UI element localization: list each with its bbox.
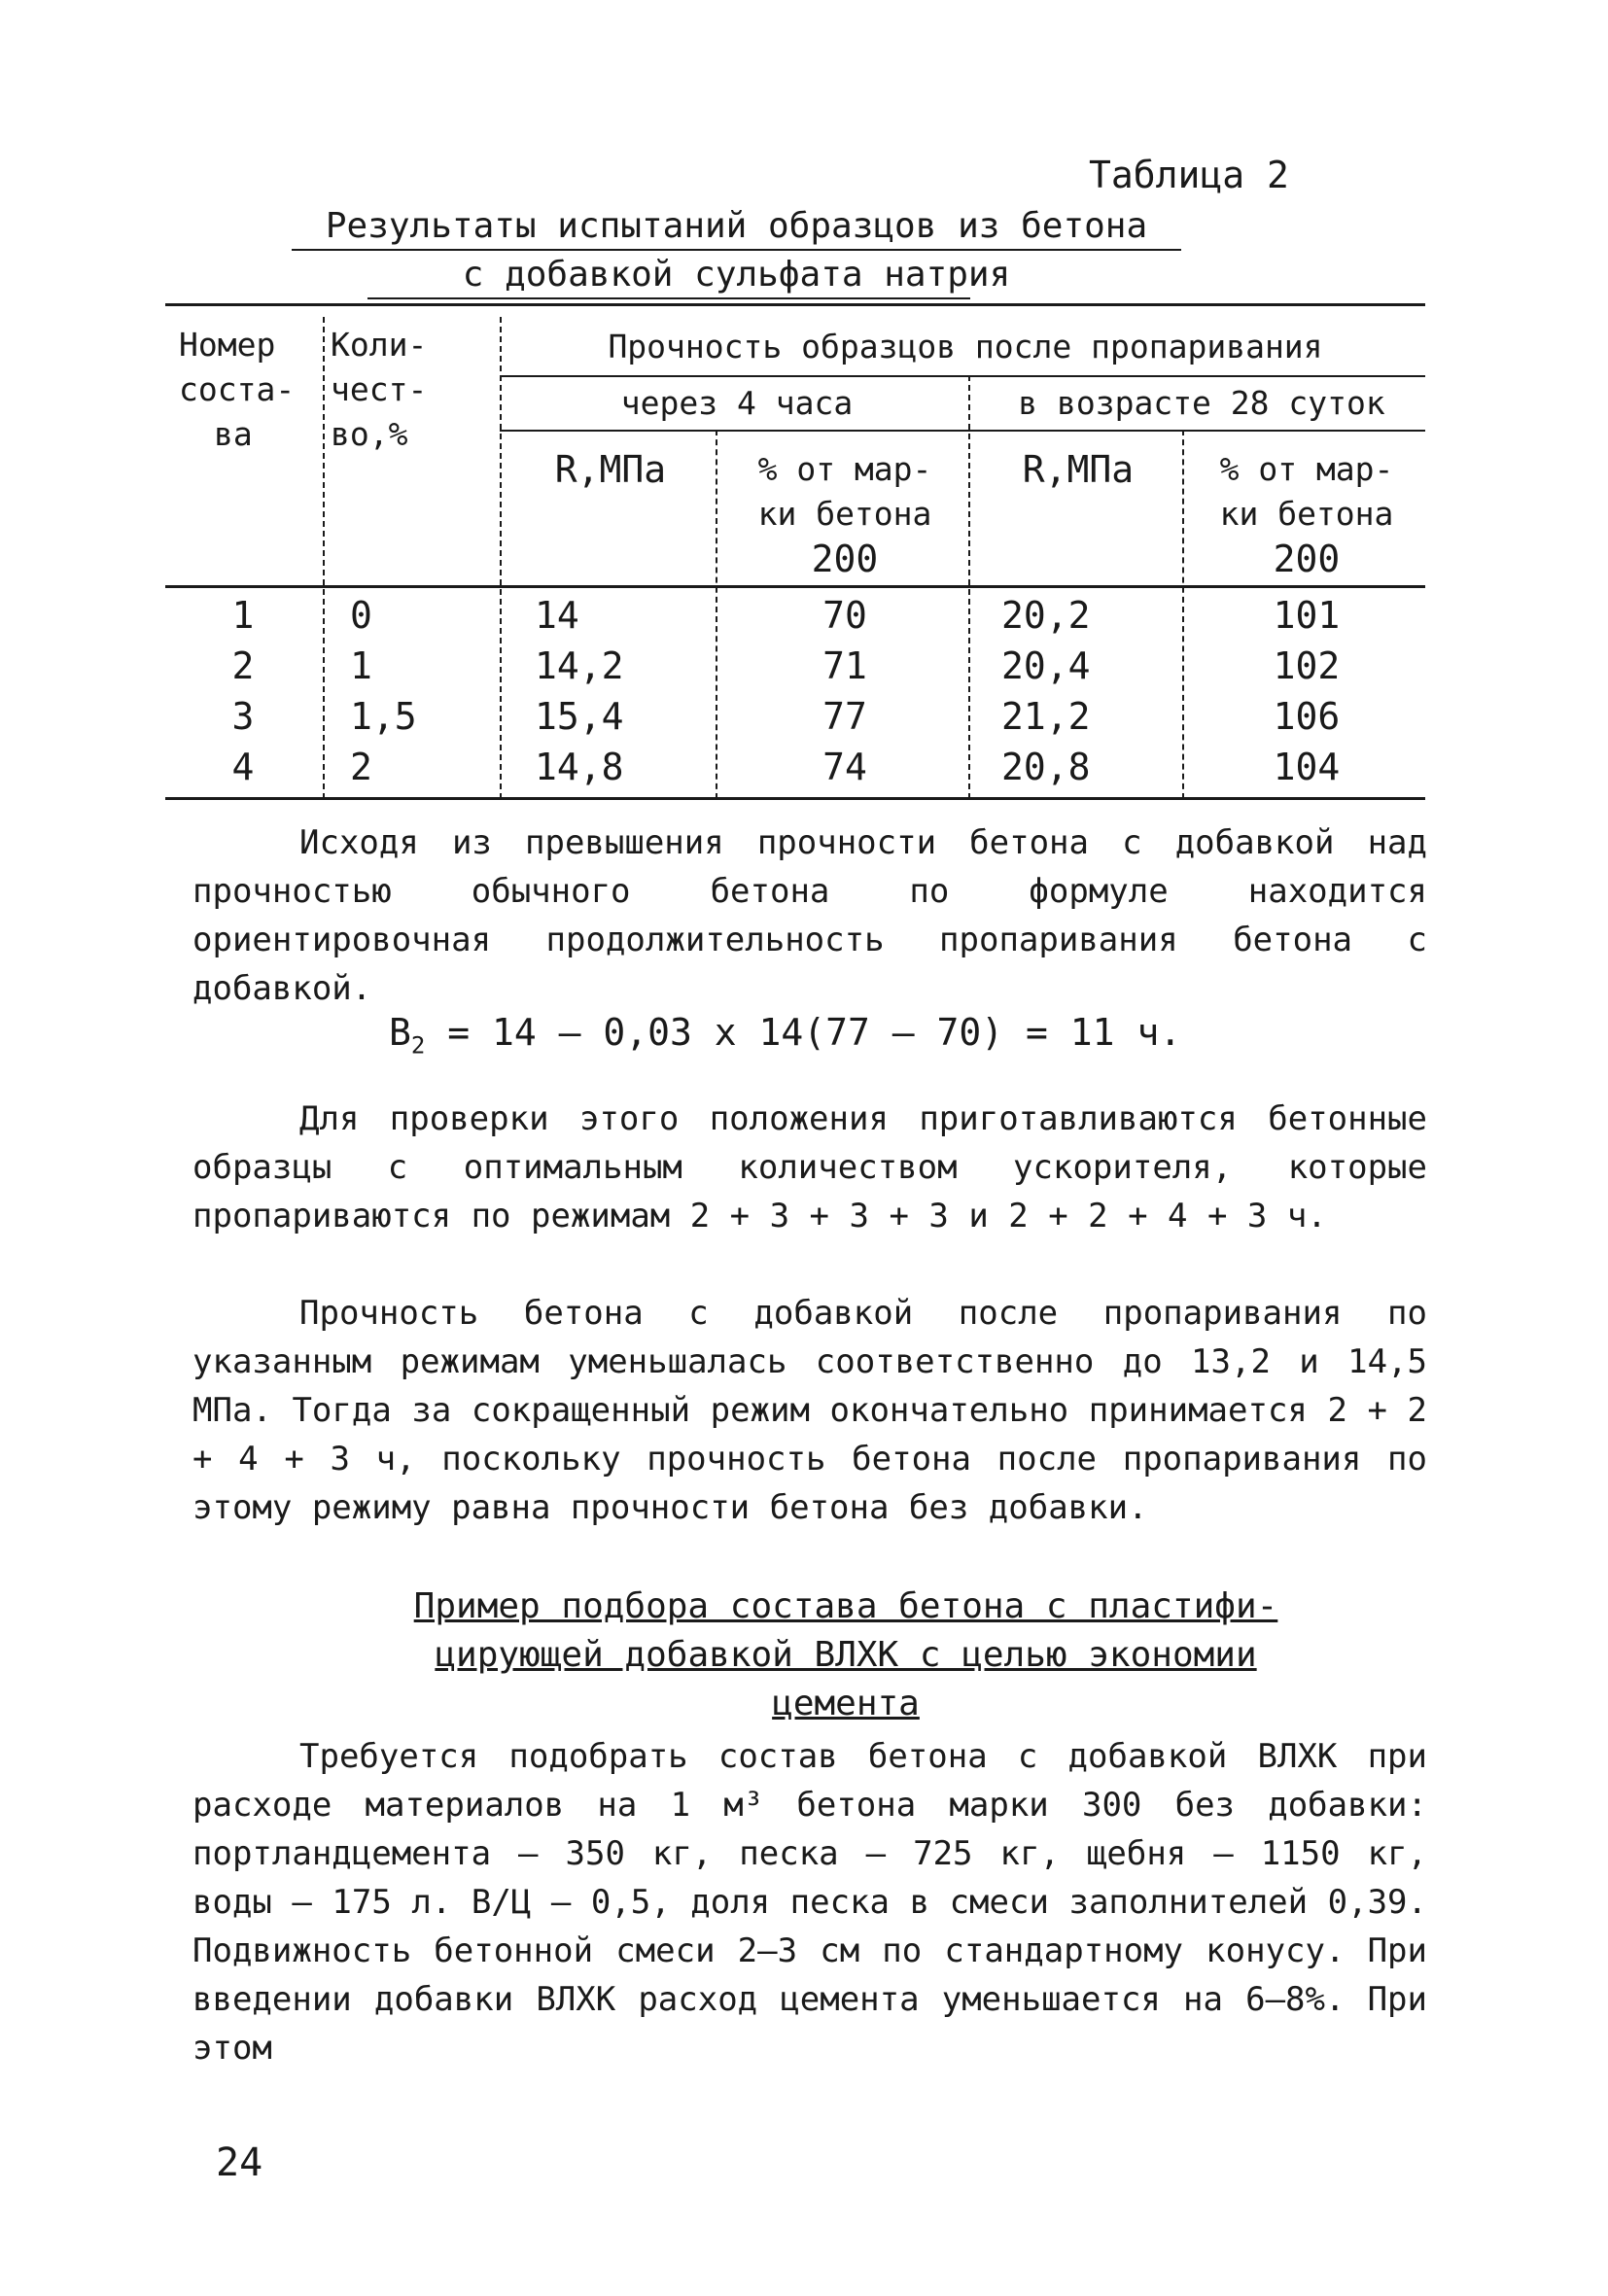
- section-heading-line-2: цирующей добавкой ВЛХК с целью экономии: [435, 1635, 1257, 1675]
- cell-pct-4h: 71: [822, 644, 867, 687]
- page-number: 24: [216, 2140, 263, 2185]
- formula-expression: = 14 – 0,03 х 14(77 – 70) = 11 ч.: [425, 1011, 1182, 1054]
- header-pct-4h-line-2: ки бетона: [757, 495, 932, 533]
- table-top-rule: [165, 303, 1425, 306]
- paragraph-4: Требуется подобрать состав бетона с добавкой ВЛХК при расходе материалов на 1 м³ бетона марки 300 без добавки: портландцемента – 350 кг, песка – 725 кг, щебня – 1150 кг, воды – 175 л. В/Ц – 0,5, доля песка в смеси заполнителей 0,39. Подвижность бетонной смеси 2–3 см по стандартному конусу. При введении добавки ВЛХК расход цемента уменьшается на 6–8%. При этом: [192, 1737, 1427, 2068]
- cell-amount: 2: [350, 746, 372, 788]
- paragraph-2: Для проверки этого положения приготавливаются бетонные образцы с оптимальным количеством ускорителя, которые пропариваются по режимам 2 + 3 + 3 + 3 и 2 + 2 + 4 + 3 ч.: [192, 1099, 1427, 1235]
- paragraph-3: Прочность бетона с добавкой после пропаривания по указанным режимам уменьшалась соответственно до 13,2 и 14,5 МПа. Тогда за сокращенный режим окончательно принимается 2 + 2 + 4 + 3 ч, поскольку прочность бетона после пропаривания по этому режиму равна прочности бетона без добавки.: [192, 1294, 1427, 1527]
- table-label: Таблица 2: [1089, 154, 1289, 196]
- header-pct-28d: [1188, 447, 1425, 581]
- header-pct-4h-line-3: 200: [811, 538, 879, 580]
- col-divider-5: [1182, 430, 1184, 799]
- cell-amount: 0: [350, 594, 372, 637]
- cell-pct-28d: 104: [1273, 746, 1341, 788]
- cell-r-28d: 21,2: [1001, 695, 1091, 738]
- header-pct-4h: [721, 447, 968, 581]
- header-amount: [331, 323, 496, 457]
- title-underline-2: [367, 297, 970, 299]
- subheader-rule: [500, 375, 1425, 377]
- header-amount-line-2: чест-: [331, 370, 428, 408]
- cell-r-4h: 14,2: [535, 644, 624, 687]
- cell-r-28d: 20,4: [1001, 644, 1091, 687]
- cell-amount: 1,5: [350, 695, 417, 738]
- table-title-line-1: Результаты испытаний образцов из бетона: [325, 206, 1148, 246]
- section-heading-line-3: цемента: [772, 1684, 920, 1723]
- section-heading-line-1: Пример подбора состава бетона с пластифи-: [413, 1586, 1278, 1626]
- header-amount-line-3: во,%: [331, 415, 408, 453]
- header-bottom-rule: [165, 585, 1425, 588]
- header-number-line-1: Номер: [179, 326, 276, 364]
- cell-number: 1: [231, 594, 255, 637]
- cell-number: 4: [231, 746, 255, 788]
- cell-pct-4h: 74: [822, 746, 867, 788]
- col-divider-4: [968, 375, 970, 799]
- cell-pct-28d: 102: [1273, 644, 1341, 687]
- table-title: [292, 202, 1181, 299]
- header-28-days: в возрасте 28 суток: [1018, 384, 1385, 422]
- header-strength-group: Прочность образцов после пропаривания: [608, 328, 1323, 365]
- cell-number: 3: [231, 695, 255, 738]
- header-number-line-3: ва: [214, 415, 253, 453]
- section-heading: [369, 1583, 1322, 1728]
- subheader-rule-2: [500, 430, 1425, 432]
- formula: [389, 1011, 1181, 1060]
- header-number: [165, 323, 334, 457]
- header-pct-28d-line-3: 200: [1273, 538, 1341, 580]
- header-pct-28d-line-2: ки бетона: [1219, 495, 1394, 533]
- cell-r-4h: 14: [535, 594, 579, 637]
- header-pct-28d-line-1: % от мар-: [1219, 450, 1394, 488]
- cell-amount: 1: [350, 644, 372, 687]
- cell-pct-4h: 77: [822, 695, 867, 738]
- results-table: [165, 303, 1425, 799]
- col-divider-3: [716, 430, 717, 799]
- cell-r-4h: 14,8: [535, 746, 624, 788]
- header-pct-4h-line-1: % от мар-: [757, 450, 932, 488]
- cell-number: 2: [231, 644, 255, 687]
- formula-subscript: 2: [410, 1031, 426, 1060]
- header-r-28d: R,МПа: [1022, 448, 1135, 491]
- cell-r-4h: 15,4: [535, 695, 624, 738]
- cell-r-28d: 20,8: [1001, 746, 1091, 788]
- header-4-hours: через 4 часа: [620, 384, 854, 422]
- col-divider-2: [500, 317, 502, 799]
- header-number-line-2: соста-: [179, 370, 296, 408]
- header-r-4h: R,МПа: [554, 448, 667, 491]
- cell-r-28d: 20,2: [1001, 594, 1091, 637]
- cell-pct-28d: 106: [1273, 695, 1341, 738]
- paragraph-1: Исходя из превышения прочности бетона с добавкой над прочностью обычного бетона по формуле находится ориентировочная продолжительность пропаривания бетона с добавкой.: [192, 823, 1427, 1008]
- header-amount-line-1: Коли-: [331, 326, 428, 364]
- table-bottom-rule: [165, 797, 1425, 800]
- title-underline-1: [292, 249, 1181, 251]
- formula-variable: В: [389, 1011, 411, 1054]
- cell-pct-4h: 70: [822, 594, 867, 637]
- cell-pct-28d: 101: [1273, 594, 1341, 637]
- table-title-line-2: с добавкой сульфата натрия: [462, 255, 1011, 295]
